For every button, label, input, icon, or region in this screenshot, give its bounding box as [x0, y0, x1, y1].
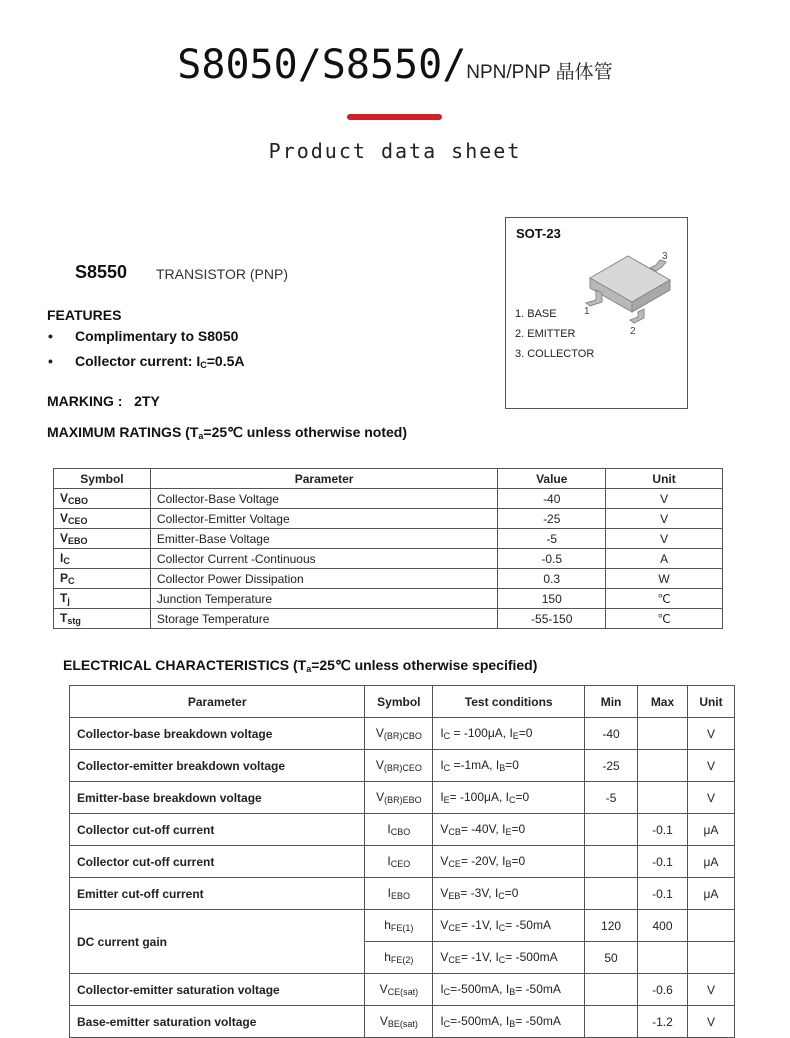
unit-cell: V: [687, 750, 734, 782]
column-header: Unit: [687, 686, 734, 718]
unit-cell: W: [606, 569, 723, 589]
min-cell: -40: [585, 718, 638, 750]
symbol-cell: $V_{CE(sat)}$: [365, 974, 433, 1006]
bullet-icon: •: [48, 328, 53, 344]
symbol-cell: $V_{(BR)CBO}$: [365, 718, 433, 750]
feature-item: Complimentary to S8050: [75, 328, 239, 344]
page-subtitle: Product data sheet: [268, 139, 522, 163]
parameter-cell: Collector-Base Voltage: [150, 489, 497, 509]
unit-cell: V: [606, 489, 723, 509]
unit-cell: [687, 942, 734, 974]
parameter-cell: Collector-Emitter Voltage: [150, 509, 497, 529]
accent-divider: [347, 114, 442, 120]
part-description: TRANSISTOR (PNP): [156, 266, 288, 282]
max-cell: -0.1: [638, 846, 688, 878]
value-cell: -0.5: [498, 549, 606, 569]
table-header-row: [70, 686, 735, 718]
max-ratings-heading: MAXIMUM RATINGS ($T_a=25℃$ unless otherwise noted): [47, 424, 408, 441]
max-ratings-table: [53, 468, 723, 629]
condition-cell: $V_{CE}= -20V$, $I_B=0$: [433, 846, 585, 878]
unit-cell: V: [687, 718, 734, 750]
parameter-cell: DC current gain: [70, 910, 365, 974]
parameter-cell: Base-emitter saturation voltage: [70, 1006, 365, 1038]
table-row: [70, 750, 735, 782]
column-header: Parameter: [150, 469, 497, 489]
value-cell: 0.3: [498, 569, 606, 589]
table-row: [70, 782, 735, 814]
pin-label-2: 2: [630, 326, 636, 337]
unit-cell: V: [687, 1006, 734, 1038]
column-header: Parameter: [70, 686, 365, 718]
parameter-cell: Collector Current -Continuous: [150, 549, 497, 569]
electrical-table: [69, 685, 735, 1038]
max-cell: -0.1: [638, 814, 688, 846]
column-header: Value: [498, 469, 606, 489]
condition-cell: $V_{EB}= -3V$, $I_C=0$: [433, 878, 585, 910]
table-row: [70, 974, 735, 1006]
parameter-cell: Emitter-Base Voltage: [150, 529, 497, 549]
value-cell: -25: [498, 509, 606, 529]
bullet-icon: •: [48, 353, 53, 369]
table-row: [54, 589, 723, 609]
column-header: Symbol: [54, 469, 151, 489]
pin-label-1: 1: [584, 306, 590, 317]
unit-cell: ℃: [606, 589, 723, 609]
table-row: [54, 529, 723, 549]
table-row: [70, 846, 735, 878]
value-cell: -5: [498, 529, 606, 549]
symbol-cell: $V_{CBO}$: [54, 489, 151, 509]
unit-cell: A: [606, 549, 723, 569]
unit-cell: μA: [687, 878, 734, 910]
package-box: [505, 217, 688, 409]
value-cell: -55-150: [498, 609, 606, 629]
min-cell: [585, 814, 638, 846]
table-row: [70, 814, 735, 846]
symbol-cell: $I_{EBO}$: [365, 878, 433, 910]
min-cell: -5: [585, 782, 638, 814]
unit-cell: V: [606, 509, 723, 529]
condition-cell: $I_C=-500mA$, $I_B= -50mA$: [433, 1006, 585, 1038]
marking-line: [47, 393, 160, 409]
min-cell: [585, 846, 638, 878]
symbol-cell: $V_{CEO}$: [54, 509, 151, 529]
symbol-cell: $T_{stg}$: [54, 609, 151, 629]
symbol-cell: $I_{CBO}$: [365, 814, 433, 846]
parameter-cell: Junction Temperature: [150, 589, 497, 609]
pin-desc-base: 1. BASE: [515, 308, 557, 320]
min-cell: [585, 878, 638, 910]
symbol-cell: $h_{FE(1)}$: [365, 910, 433, 942]
feature-item: Collector current: $I_C=0.5A$: [75, 353, 245, 370]
max-cell: [638, 718, 688, 750]
unit-cell: V: [606, 529, 723, 549]
pin-desc-collector: 3. COLLECTOR: [515, 348, 595, 360]
condition-cell: $I_C = -100\mu A$, $I_E=0$: [433, 718, 585, 750]
min-cell: 50: [585, 942, 638, 974]
part-number: S8550: [75, 262, 128, 282]
symbol-cell: $V_{(BR)EBO}$: [365, 782, 433, 814]
electrical-heading: ELECTRICAL CHARACTERISTICS ($T_a=25℃$ unless otherwise specified): [63, 657, 538, 674]
title-suffix: NPN/PNP 晶体管: [466, 62, 613, 83]
column-header: Unit: [606, 469, 723, 489]
parameter-cell: Collector cut-off current: [70, 814, 365, 846]
symbol-cell: $T_j$: [54, 589, 151, 609]
condition-cell: $I_C=-500mA$, $I_B= -50mA$: [433, 974, 585, 1006]
column-header: Max: [638, 686, 688, 718]
max-cell: -0.1: [638, 878, 688, 910]
max-cell: [638, 782, 688, 814]
min-cell: [585, 974, 638, 1006]
table-row: [54, 509, 723, 529]
parameter-cell: Emitter cut-off current: [70, 878, 365, 910]
parameter-cell: Collector-emitter saturation voltage: [70, 974, 365, 1006]
column-header: Symbol: [365, 686, 433, 718]
parameter-cell: Storage Temperature: [150, 609, 497, 629]
table-row: [70, 718, 735, 750]
parameter-cell: Collector-emitter breakdown voltage: [70, 750, 365, 782]
pin-desc-emitter: 2. EMITTER: [515, 328, 576, 340]
unit-cell: ℃: [606, 609, 723, 629]
table-row: [54, 609, 723, 629]
max-cell: 400: [638, 910, 688, 942]
parameter-cell: Collector Power Dissipation: [150, 569, 497, 589]
page-title: [0, 42, 790, 88]
unit-cell: V: [687, 782, 734, 814]
column-header: Min: [585, 686, 638, 718]
unit-cell: μA: [687, 814, 734, 846]
marking-value: 2TY: [134, 393, 160, 409]
symbol-cell: $I_C$: [54, 549, 151, 569]
max-cell: [638, 750, 688, 782]
title-part-numbers: S8050/S8550/: [177, 42, 467, 88]
marking-label: MARKING :: [47, 393, 123, 409]
table-header-row: [54, 469, 723, 489]
max-cell: -0.6: [638, 974, 688, 1006]
max-cell: -1.2: [638, 1006, 688, 1038]
min-cell: 120: [585, 910, 638, 942]
symbol-cell: $P_C$: [54, 569, 151, 589]
max-cell: [638, 942, 688, 974]
min-cell: -25: [585, 750, 638, 782]
unit-cell: V: [687, 974, 734, 1006]
table-row: [70, 878, 735, 910]
symbol-cell: $h_{FE(2)}$: [365, 942, 433, 974]
condition-cell: $V_{CE}= -1V$, $I_C= -500mA$: [433, 942, 585, 974]
symbol-cell: $I_{CEO}$: [365, 846, 433, 878]
parameter-cell: Collector-base breakdown voltage: [70, 718, 365, 750]
condition-cell: $V_{CB}= -40V$, $I_E=0$: [433, 814, 585, 846]
pin-label-3: 3: [662, 251, 668, 262]
package-title: SOT-23: [516, 226, 561, 241]
table-row: [54, 489, 723, 509]
column-header: Test conditions: [433, 686, 585, 718]
table-row: [70, 910, 735, 942]
unit-cell: [687, 910, 734, 942]
value-cell: -40: [498, 489, 606, 509]
table-row: [54, 569, 723, 589]
parameter-cell: Collector cut-off current: [70, 846, 365, 878]
condition-cell: $I_E= -100\mu A$, $I_C=0$: [433, 782, 585, 814]
symbol-cell: $V_{(BR)CEO}$: [365, 750, 433, 782]
sot23-package-drawing: [578, 250, 682, 338]
condition-cell: $V_{CE}= -1V$, $I_C= -50mA$: [433, 910, 585, 942]
condition-cell: $I_C =-1mA$, $I_B=0$: [433, 750, 585, 782]
symbol-cell: $V_{EBO}$: [54, 529, 151, 549]
unit-cell: μA: [687, 846, 734, 878]
parameter-cell: Emitter-base breakdown voltage: [70, 782, 365, 814]
features-heading: FEATURES: [47, 307, 122, 323]
symbol-cell: $V_{BE(sat)}$: [365, 1006, 433, 1038]
value-cell: 150: [498, 589, 606, 609]
table-row: [54, 549, 723, 569]
